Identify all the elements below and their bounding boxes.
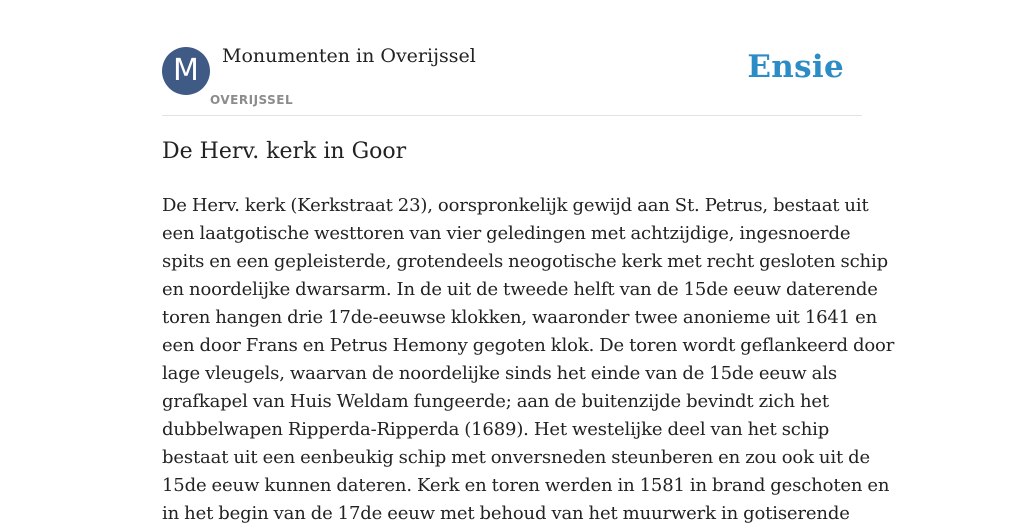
collection-title[interactable]: Monumenten in Overijssel xyxy=(222,45,476,67)
content-container xyxy=(162,0,895,524)
brand-logo[interactable]: Ensie xyxy=(747,49,844,85)
article-line: een door Frans en Petrus Hemony gegoten klok. De toren wordt geflankeerd door xyxy=(162,335,895,356)
article-line: in het begin van de 17de eeuw met behoud van het muurwerk in gotiserende xyxy=(162,503,850,524)
article-line: 15de eeuw kunnen dateren. Kerk en toren werden in 1581 in brand geschoten en xyxy=(162,475,890,496)
avatar[interactable]: M xyxy=(162,47,210,95)
article-line: dubbelwapen Ripperda-Ripperda (1689). Het westelijke deel van het schip xyxy=(162,419,830,440)
article-body xyxy=(162,192,895,528)
article-line: en noordelijke dwarsarm. In de uit de tweede helft van de 15de eeuw daterende xyxy=(162,279,878,300)
article-line: spits en een gepleisterde, grotendeels neogotische kerk met recht gesloten schip xyxy=(162,251,888,272)
article-line: grafkapel van Huis Weldam fungeerde; aan de buitenzijde bevindt zich het xyxy=(162,391,829,412)
collection-header xyxy=(162,0,862,116)
article-line: lage vleugels, waarvan de noordelijke sinds het einde van de 15de eeuw als xyxy=(162,363,837,384)
article-line: een laatgotische westtoren van vier geledingen met achtzijdige, ingesnoerde xyxy=(162,223,851,244)
article-title: De Herv. kerk in Goor xyxy=(162,139,407,164)
category-label[interactable]: OVERIJSSEL xyxy=(210,93,294,107)
article-line: bestaat uit een eenbeukig schip met onversneden steunberen en zou ook uit de xyxy=(162,447,871,468)
article-line: toren hangen drie 17de-eeuwse klokken, waaronder twee anonieme uit 1641 en xyxy=(162,307,878,328)
article-line: De Herv. kerk (Kerkstraat 23), oorspronkelijk gewijd aan St. Petrus, bestaat uit xyxy=(162,195,869,216)
